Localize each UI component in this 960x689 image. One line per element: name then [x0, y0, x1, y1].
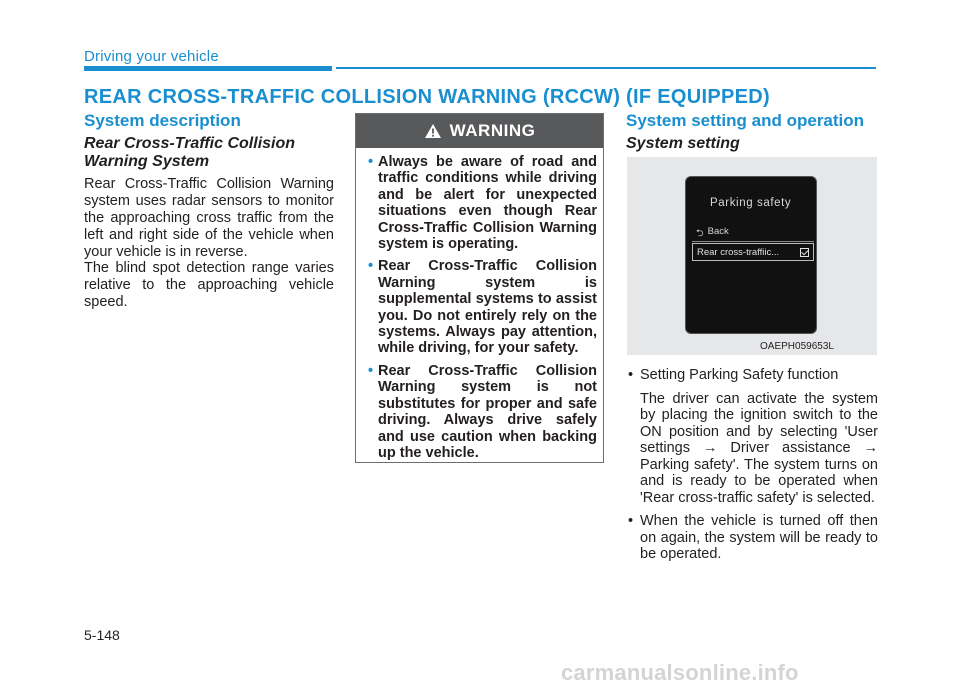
warning-item-text: Rear Cross-Traffic Collision Warning system is not substitutes for proper and safe driving. Always drive safely and use caution when backing up the vehicle. — [378, 362, 597, 461]
list-item — [626, 513, 878, 563]
warning-item-text: Rear Cross-Traffic Collision Warning system is supplemental systems to assist you. Do not entirely rely on the systems. Always pay attention, while driving, for your safety. — [378, 258, 597, 357]
description-paragraph-1: Rear Cross-Traffic Collision Warning system uses radar sensors to monitor the approaching cross traffic from the left and right side of the vehicle when your vehicle is in reverse. — [84, 176, 334, 260]
list-item — [626, 367, 878, 506]
warning-item — [368, 258, 597, 356]
display-menu-item-label: Rear cross-traffiic... — [697, 246, 780, 258]
warning-header — [356, 114, 603, 148]
back-arrow-icon: ⮌ — [696, 228, 704, 239]
bullet-icon: • — [628, 513, 634, 529]
image-code: OAEPH059653L — [760, 341, 834, 352]
checkbox-checked-icon — [800, 248, 809, 257]
warning-item-text: Always be aware of road and traffic conditions while driving and be alert for unexpected situations even though Rear Cross-Traffic Collision Warning system is operating. — [378, 154, 597, 253]
bullet-icon: • — [368, 154, 374, 170]
display-back-row — [696, 226, 729, 242]
system-description-heading: System description — [84, 111, 241, 130]
list-item-text: When the vehicle is turned off then on again, the system will be ready to be operated. — [640, 513, 878, 562]
warning-triangle-icon — [424, 123, 442, 139]
display-divider — [692, 241, 814, 242]
page-number: 5-148 — [84, 627, 120, 643]
list-item-text: Setting Parking Safety function — [640, 367, 839, 383]
list-item-detail: The driver can activate the system by placing the ignition switch to the ON position and by selecting 'User settings → Driver assistance → Parking safety'. The system turns on and is ready to be operated when 'Rear cross-traffic safety' is selected. — [640, 390, 878, 506]
display-back-label: Back — [707, 226, 729, 237]
header-rule-thin — [336, 67, 876, 69]
page-title: REAR CROSS-TRAFFIC COLLISION WARNING (RCCW) (IF EQUIPPED) — [84, 86, 770, 108]
warning-list — [368, 154, 597, 467]
header-rule-thick — [84, 66, 332, 71]
system-description-subheading: Rear Cross-Traffic Collision Warning System — [84, 135, 296, 170]
bullet-icon: • — [368, 258, 374, 275]
bullet-icon: • — [628, 367, 634, 383]
warning-item — [368, 363, 597, 461]
description-paragraph-2: The blind spot detection range varies relative to the approaching vehicle speed. — [84, 260, 334, 310]
section-label: Driving your vehicle — [84, 48, 219, 65]
display-title: Parking safety — [710, 197, 792, 209]
cluster-display — [685, 176, 817, 334]
watermark: carmanualsonline.info — [561, 660, 799, 685]
system-setting-subheading: System setting — [626, 135, 740, 152]
warning-label: WARNING — [449, 121, 536, 140]
warning-box — [355, 113, 604, 463]
system-setting-heading: System setting and operation — [626, 111, 865, 130]
setting-bullet-list — [626, 367, 878, 563]
bullet-icon: • — [368, 362, 374, 379]
warning-item — [368, 154, 597, 252]
display-menu-item — [692, 243, 814, 261]
